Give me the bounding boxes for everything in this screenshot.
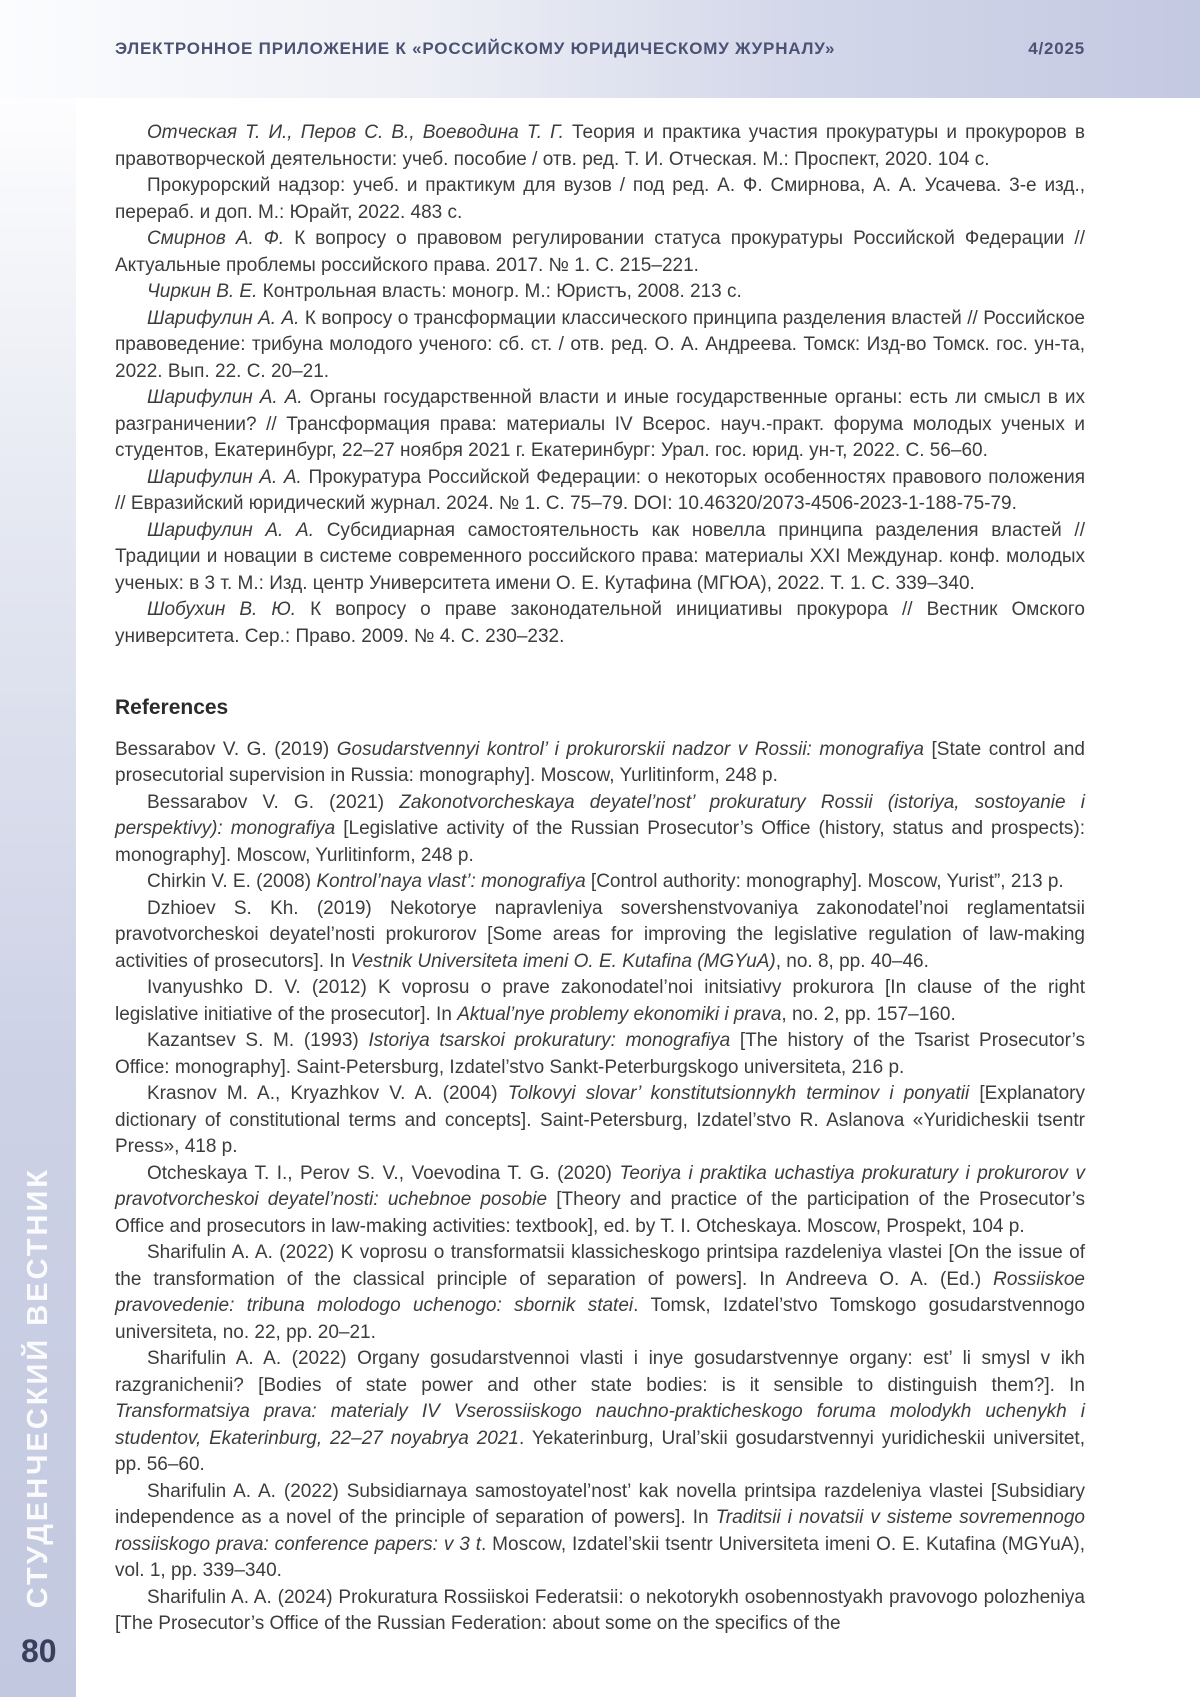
entry-text: Теория и практика участия прокуратуры и прокуроров в правотворческой деятельности: учеб. пособие / отв. ред. Т. И. Отческая. М.: Проспект, 2020. 104 с.	[115, 122, 1085, 170]
entry-text: [Explanatory dictionary of constitutional terms and concepts]. Saint-Petersburg, Izdatel’stvo R. Aslanova «Yuridicheskii tsentr Press», 418 p.	[115, 1083, 1085, 1157]
entry-text: Ivanyushko D. V. (2012) K voprosu o prave zakonodatel’noi initsiativy prokurora [In clause of the right legislative initiative of the prosecutor]. In	[115, 977, 1085, 1025]
entry-text: , no. 2, pp. 157–160.	[781, 1003, 956, 1025]
entry-text: Bessarabov V. G. (2019)	[115, 738, 337, 760]
entry-text: Krasnov M. A., Kryazhkov V. A. (2004)	[147, 1083, 508, 1104]
page-content	[115, 120, 1085, 1638]
bibliography-entry-ru	[115, 518, 1085, 598]
entry-text: Sharifulin A. A. (2022) Subsidiarnaya samostoyatel’nost’ kak novella printsipa razdeleniya vlastei [Subsidiary independence as a novel of the principle of separation of powers]. In	[115, 1480, 1085, 1528]
entry-text-italic: Transformatsiya prava: materialy IV Vserossiiskogo nauchno-prakticheskogo foruma molodykh uchenykh i studentov, Ekaterinburg, 22–27 noyabrya 2021	[115, 1401, 1085, 1449]
entry-text-italic: Шарифулин А. А.	[147, 387, 303, 408]
reference-entry-en	[115, 1081, 1085, 1161]
entry-text: [State control and prosecutorial supervision in Russia: monography]. Moscow, Yurlitinform, 248 p.	[115, 738, 1085, 786]
entry-text-italic: Zakonotvorcheskaya deyatel’nost’ prokuratury Rossii (istoriya, sostoyanie i perspektivy): monografiya	[115, 791, 1086, 839]
entry-text-italic: Aktual’nye problemy ekonomiki i prava	[457, 1003, 782, 1025]
bibliography-entry-ru	[115, 173, 1085, 226]
entry-text: Kazantsev S. M. (1993)	[147, 1030, 369, 1051]
entry-text: Sharifulin A. A. (2022) Organy gosudarstvennoi vlasti i inye gosudarstvennye organy: est’ li smysl v ikh razgranichenii? [Bodies of state power and other state bodies: is it sensible to distinguish them?]. In	[115, 1348, 1085, 1396]
entry-text: , no. 8, pp. 40–46.	[775, 950, 929, 972]
entry-text: Прокурорский надзор: учеб. и практикум для вузов / под ред. А. Ф. Смирнова, А. А. Усачева. 3-е изд., перераб. и доп. М.: Юрайт, 2022. 483 с.	[115, 175, 1085, 223]
references-list	[115, 737, 1085, 1638]
section-label-vertical: СТУДЕНЧЕСКИЙ ВЕСТНИК	[21, 1166, 54, 1608]
bibliography-entry-ru	[115, 120, 1085, 173]
entry-text: Sharifulin A. A. (2022) K voprosu o transformatsii klassicheskogo printsipa razdeleniya vlastei [On the issue of the transformation of the classical principle of separation of powers]. In Andreeva O. A. (Ed.)	[115, 1242, 1085, 1290]
reference-entry-en	[115, 1028, 1085, 1081]
references-heading: References	[115, 696, 229, 719]
entry-text: К вопросу о правовом регулировании статуса прокуратуры Российской Федерации // Актуальные проблемы российского права. 2017. № 1. С. 215–221.	[115, 228, 1085, 276]
reference-entry-en	[115, 975, 1085, 1028]
entry-text-italic: Отческая Т. И., Перов С. В., Воеводина Т. Г.	[147, 122, 564, 143]
reference-entry-en	[115, 737, 1085, 790]
russian-bibliography-list	[115, 120, 1085, 650]
entry-text: Chirkin V. E. (2008)	[147, 871, 317, 892]
reference-entry-en	[115, 1161, 1085, 1241]
bibliography-entry-ru	[115, 226, 1085, 279]
entry-text-italic: Шарифулин А. А.	[147, 519, 314, 541]
reference-entry-en	[115, 1479, 1085, 1585]
entry-text-italic: Rossiiskoe pravovedenie: tribuna molodogo uchenogo: sbornik statei	[115, 1268, 1085, 1316]
entry-text: К вопросу о праве законодательной инициативы прокурора // Вестник Омского университета. Сер.: Право. 2009. № 4. С. 230–232.	[115, 599, 1086, 647]
reference-entry-en	[115, 1585, 1085, 1638]
entry-text: [The history of the Tsarist Prosecutor’s Office: monography]. Saint-Petersburg, Izdatel’stvo Sankt-Peterburgskogo universiteta, 216 p.	[115, 1030, 1085, 1078]
reference-entry-en	[115, 869, 1085, 896]
page-number: 80	[21, 1633, 57, 1669]
issue-number: 4/2025	[1028, 39, 1085, 58]
sidebar-vertical-title-wrap	[0, 1167, 76, 1608]
entry-text-italic: Istoriya tsarskoi prokuratury: monografiya	[368, 1030, 731, 1051]
bibliography-entry-ru	[115, 306, 1085, 386]
entry-text: Контрольная власть: моногр. М.: Юристъ, 2008. 213 с.	[257, 281, 742, 302]
entry-text: [Theory and practice of the participation of the Prosecutor’s Office and prosecutors in law-making activities: textbook], ed. by T. I. Otcheskaya. Moscow, Prospekt, 104 p.	[115, 1189, 1086, 1237]
entry-text-italic: Шарифулин А. А.	[147, 307, 300, 329]
reference-entry-en	[115, 790, 1085, 870]
entry-text-italic: Kontrol’naya vlast’: monografiya	[316, 871, 586, 892]
entry-text: [Control authority: monography]. Moscow, Yurist”, 213 p.	[585, 871, 1064, 892]
entry-text: [Legislative activity of the Russian Prosecutor’s Office (history, status and prospects): monography]. Moscow, Yurlitinform, 248 p.	[115, 818, 1086, 866]
sidebar	[0, 98, 76, 1697]
reference-entry-en	[115, 1346, 1085, 1479]
entry-text-italic: Vestnik Universiteta imeni O. E. Kutafina (MGYuA)	[350, 950, 776, 972]
entry-text-italic: Шарифулин А. А.	[147, 466, 302, 488]
entry-text-italic: Tolkovyi slovar’ konstitutsionnykh terminov i ponyatii	[507, 1083, 970, 1104]
bibliography-entry-ru	[115, 597, 1085, 650]
entry-text: Sharifulin A. A. (2024) Prokuratura Rossiiskoi Federatsii: o nekotorykh osobennostyakh pravovogo polozheniya [The Prosecutor’s Office of the Russian Federation: about some on the specifics of the	[115, 1586, 1085, 1634]
entry-text: . Tomsk, Izdatel’stvo Tomskogo gosudarstvennogo universiteta, no. 22, pp. 20–21.	[115, 1295, 1085, 1343]
entry-text: Органы государственной власти и иные государственные органы: есть ли смысл в их разграничении? // Трансформация права: материалы IV Всерос. науч.-практ. форума молодых ученых и студентов, Екатеринбург, 22–27 ноября 2021 г. Екатеринбург: Урал. гос. юрид. ун-т, 2022. С. 56–60.	[115, 387, 1085, 461]
entry-text-italic: Traditsii i novatsii v sisteme sovremennogo rossiiskogo prava: conference papers: v 3 t	[115, 1507, 1085, 1555]
entry-text-italic: Смирнов А. Ф.	[147, 228, 285, 249]
entry-text: Bessarabov V. G. (2021)	[147, 791, 400, 813]
entry-text-italic: Шобухин В. Ю.	[147, 599, 297, 620]
entry-text: . Yekaterinburg, Ural’skii gosudarstvennyi yuridicheskii universitet, pp. 56–60.	[115, 1427, 1085, 1475]
entry-text-italic: Teoriya i praktika uchastiya prokuratury i prokurorov v pravotvorcheskoi deyatel’nosti: uchebnoe posobie	[115, 1162, 1085, 1210]
reference-entry-en	[115, 896, 1085, 976]
entry-text: Dzhioev S. Kh. (2019) Nekotorye napravleniya sovershenstvovaniya zakonodatel’noi reglamentatsii pravotvorcheskoi deyatel’nosti prokurorov [Some areas for improving the legislative regulation of law-making activities of prosecutors]. In	[115, 897, 1085, 972]
entry-text-italic: Gosudarstvennyi kontrol’ i prokurorskii nadzor v Rossii: monografiya	[336, 738, 924, 760]
entry-text: Субсидиарная самостоятельность как новелла принципа разделения властей // Традиции и новации в системе современного российского права: материалы XXI Междунар. конф. молодых ученых: в 3 т. М.: Изд. центр Университета имени О. Е. Кутафина (МГЮА), 2022. Т. 1. С. 339–340.	[115, 519, 1085, 594]
journal-header	[0, 0, 1200, 98]
entry-text: К вопросу о трансформации классического принципа разделения властей // Российское правоведение: трибуна молодого ученого: сб. ст. / отв. ред. О. А. Андреева. Томск: Изд-во Томск. гос. ун-та, 2022. Вып. 22. С. 20–21.	[115, 307, 1085, 382]
entry-text-italic: Чиркин В. Е.	[147, 281, 258, 302]
entry-text: . Moscow, Izdatel’skii tsentr Universiteta imeni O. E. Kutafina (MGYuA), vol. 1, pp. 339–340.	[115, 1533, 1085, 1581]
bibliography-entry-ru	[115, 279, 1085, 306]
entry-text: Прокуратура Российской Федерации: о некоторых особенностях правового положения // Евразийский юридический журнал. 2024. № 1. С. 75–79. DOI: 10.46320/2073-4506-2023-1-188-75-79.	[115, 466, 1086, 514]
entry-text: Otcheskaya T. I., Perov S. V., Voevodina T. G. (2020)	[147, 1162, 620, 1184]
bibliography-entry-ru	[115, 385, 1085, 465]
journal-title: ЭЛЕКТРОННОЕ ПРИЛОЖЕНИЕ К «РОССИЙСКОМУ ЮРИДИЧЕСКОМУ ЖУРНАЛУ»	[115, 39, 836, 58]
reference-entry-en	[115, 1240, 1085, 1346]
bibliography-entry-ru	[115, 465, 1085, 518]
